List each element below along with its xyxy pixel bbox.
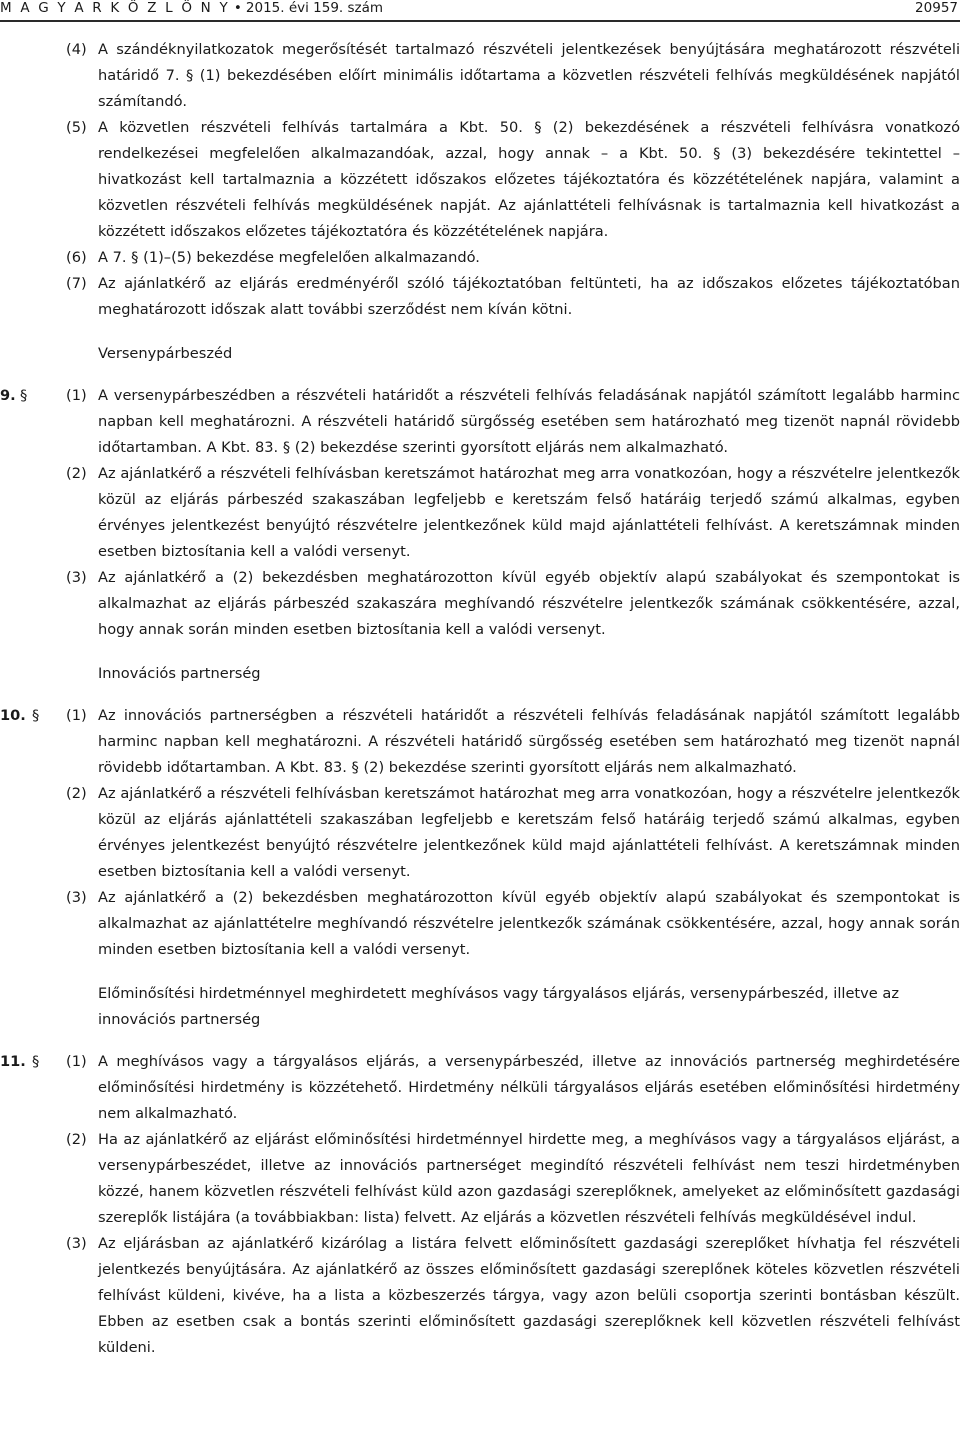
paragraph	[0, 565, 960, 643]
paragraph-text: Az eljárásban az ajánlatkérő kizárólag a listára felvett előminősített gazdasági szereplőket hívhatja fel részvételi jelentkezés benyújtására. Az ajánlatkérő az összes előminősített gazdasági szereplőnek köteles közvetlen részvételi felhívást küldeni, kivéve, ha a lista a közbeszerzés tárgya, vagy azon belüli csoportja szerinti bontásban készült. Ebben az esetben csak a bontás szerinti előminősített gazdasági szereplőknek kell közvetlen részvételi felhívást küldeni.	[98, 1235, 960, 1356]
paragraph-number: (2)	[66, 785, 87, 802]
header-rule	[0, 20, 960, 22]
document-body	[0, 37, 960, 1361]
paragraph	[0, 1231, 960, 1361]
paragraph-text: A 7. § (1)–(5) bekezdése megfelelően alkalmazandó.	[98, 249, 480, 266]
section-sign: §	[20, 387, 28, 404]
paragraph-text: Az ajánlatkérő a részvételi felhívásban keretszámot határozhat meg arra vonatkozóan, hogy a részvételre jelentkezők közül az eljárás párbeszéd szakaszában legfeljebb e keretszám felső határáig terjedő számú alkalmas, egyben érvényes jelentkezést benyújtó részvételre jelentkezőnek küld majd ajánlattételi felhívást. A keretszámnak minden esetben biztosítania kell a valódi versenyt.	[98, 465, 960, 560]
paragraph	[0, 703, 960, 781]
page-number: 20957	[915, 0, 958, 16]
paragraph-text: Az ajánlatkérő a részvételi felhívásban keretszámot határozhat meg arra vonatkozóan, hogy a részvételre jelentkezők közül az eljárás ajánlattételi szakaszában legfeljebb e keretszám felső határáig terjedő számú alkalmas, egyben érvényes jelentkezést benyújtó részvételre jelentkezőnek küld majd ajánlattételi felhívást. A keretszámnak minden esetben biztosítania kell a valódi versenyt.	[98, 785, 960, 880]
paragraph	[0, 37, 960, 115]
section-number: 10.	[0, 707, 26, 724]
paragraph-number: (2)	[66, 465, 87, 482]
paragraph-text: A közvetlen részvételi felhívás tartalmára a Kbt. 50. § (2) bekezdésének a részvételi felhívásra vonatkozó rendelkezései megfelelően alkalmazandóak, azzal, hogy annak – a Kbt. 50. § (3) bekezdésére tekintettel – hivatkozást kell tartalmaznia a közzétett időszakos előzetes tájékoztatóra és közzétételének napjára, valamint a közvetlen részvételi felhívás megküldésének napját. Az ajánlattételi felhívásnak is tartalmaznia kell hivatkozást a közzétett időszakos előzetes tájékoztatóra és közzétételének napjára.	[98, 119, 960, 240]
paragraph-text: A meghívásos vagy a tárgyalásos eljárás, a versenypárbeszéd, illetve az innovációs partnerség meghirdetésére előminősítési hirdetmény is közzétehető. Hirdetmény nélküli tárgyalásos eljárás esetében előminősítési hirdetmény nem alkalmazható.	[98, 1053, 960, 1122]
paragraph	[0, 1127, 960, 1231]
paragraph	[0, 245, 960, 271]
paragraph-text: Az innovációs partnerségben a részvételi határidőt a részvételi felhívás feladásának napjától számított legalább harminc napban kell meghatározni. A részvételi határidő sürgősség esetében sem határozható meg tizenöt napnál rövidebb időtartamban. A Kbt. 83. § (2) bekezdése szerinti gyorsított eljárás nem alkalmazható.	[98, 707, 960, 776]
issue-number: 2015. évi 159. szám	[245, 0, 384, 16]
paragraph-number: (7)	[66, 275, 87, 292]
paragraph-number: (1)	[66, 707, 87, 724]
section-heading: Előminősítési hirdetménnyel meghirdetett meghívásos vagy tárgyalásos eljárás, versenypárbeszéd, illetve az innovációs partnerség	[98, 985, 900, 1028]
page-header	[0, 0, 960, 20]
paragraph	[0, 885, 960, 963]
paragraph-number: (3)	[66, 889, 87, 906]
paragraph	[0, 1049, 960, 1127]
section-heading: Innovációs partnerség	[98, 665, 261, 682]
paragraph-number: (2)	[66, 1131, 87, 1148]
paragraph-text: Ha az ajánlatkérő az eljárást előminősítési hirdetménnyel hirdette meg, a meghívásos vagy a tárgyalásos eljárást, a versenypárbeszédet, illetve az innovációs partnerséget megindító részvételi felhívást nem teszi hirdetményben közzé, hanem közvetlen részvételi felhívást küld azon gazdasági szereplőknek, amelyeket az előminősített gazdasági szereplők listájára (a továbbiakban: lista) felvett. Az eljárás a közvetlen részvételi felhívás megküldésével indul.	[98, 1131, 960, 1226]
paragraph-number: (6)	[66, 249, 87, 266]
section-number: 9.	[0, 387, 16, 404]
paragraph-number: (4)	[66, 41, 87, 58]
section-number: 11.	[0, 1053, 26, 1070]
paragraph	[0, 271, 960, 323]
paragraph-text: Az ajánlatkérő az eljárás eredményéről szóló tájékoztatóban feltünteti, ha az időszakos előzetes tájékoztatóban meghatározott időszak alatt további szerződést nem kíván kötni.	[98, 275, 960, 318]
journal-title: M A G Y A R K Ö Z L Ö N Y • 2015. évi 159. szám	[0, 0, 384, 16]
section-sign: §	[32, 1053, 40, 1070]
paragraph-number: (3)	[66, 569, 87, 586]
paragraph-number: (5)	[66, 119, 87, 136]
paragraph-text: Az ajánlatkérő a (2) bekezdésben meghatározotton kívül egyéb objektív alapú szabályokat és szempontokat is alkalmazhat az eljárás párbeszéd szakaszára meghívandó részvételre jelentkezők számának csökkentésére, azzal, hogy annak során minden esetben biztosítania kell a valódi versenyt.	[98, 569, 960, 638]
paragraph-text: A szándéknyilatkozatok megerősítését tartalmazó részvételi jelentkezések benyújtására meghatározott részvételi határidő 7. § (1) bekezdésében előírt minimális időtartama a közvetlen részvételi felhívás megküldésének napjától számítandó.	[98, 41, 960, 110]
paragraph-text: Az ajánlatkérő a (2) bekezdésben meghatározotton kívül egyéb objektív alapú szabályokat és szempontokat is alkalmazhat az ajánlattételre meghívandó részvételre jelentkezők számának csökkentésére, azzal, hogy annak során minden esetben biztosítania kell a valódi versenyt.	[98, 889, 960, 958]
paragraph	[0, 115, 960, 245]
paragraph-text: A versenypárbeszédben a részvételi határidőt a részvételi felhívás feladásának napjától számított legalább harminc napban kell meghatározni. A részvételi határidő sürgősség esetében sem határozható meg tizenöt napnál rövidebb időtartamban. A Kbt. 83. § (2) bekezdése szerinti gyorsított eljárás nem alkalmazható.	[98, 387, 960, 456]
paragraph-number: (1)	[66, 1053, 87, 1070]
paragraph-number: (1)	[66, 387, 87, 404]
paragraph	[0, 461, 960, 565]
paragraph-number: (3)	[66, 1235, 87, 1252]
section-sign: §	[32, 707, 40, 724]
section-heading: Versenypárbeszéd	[98, 345, 233, 362]
paragraph	[0, 781, 960, 885]
paragraph	[0, 383, 960, 461]
